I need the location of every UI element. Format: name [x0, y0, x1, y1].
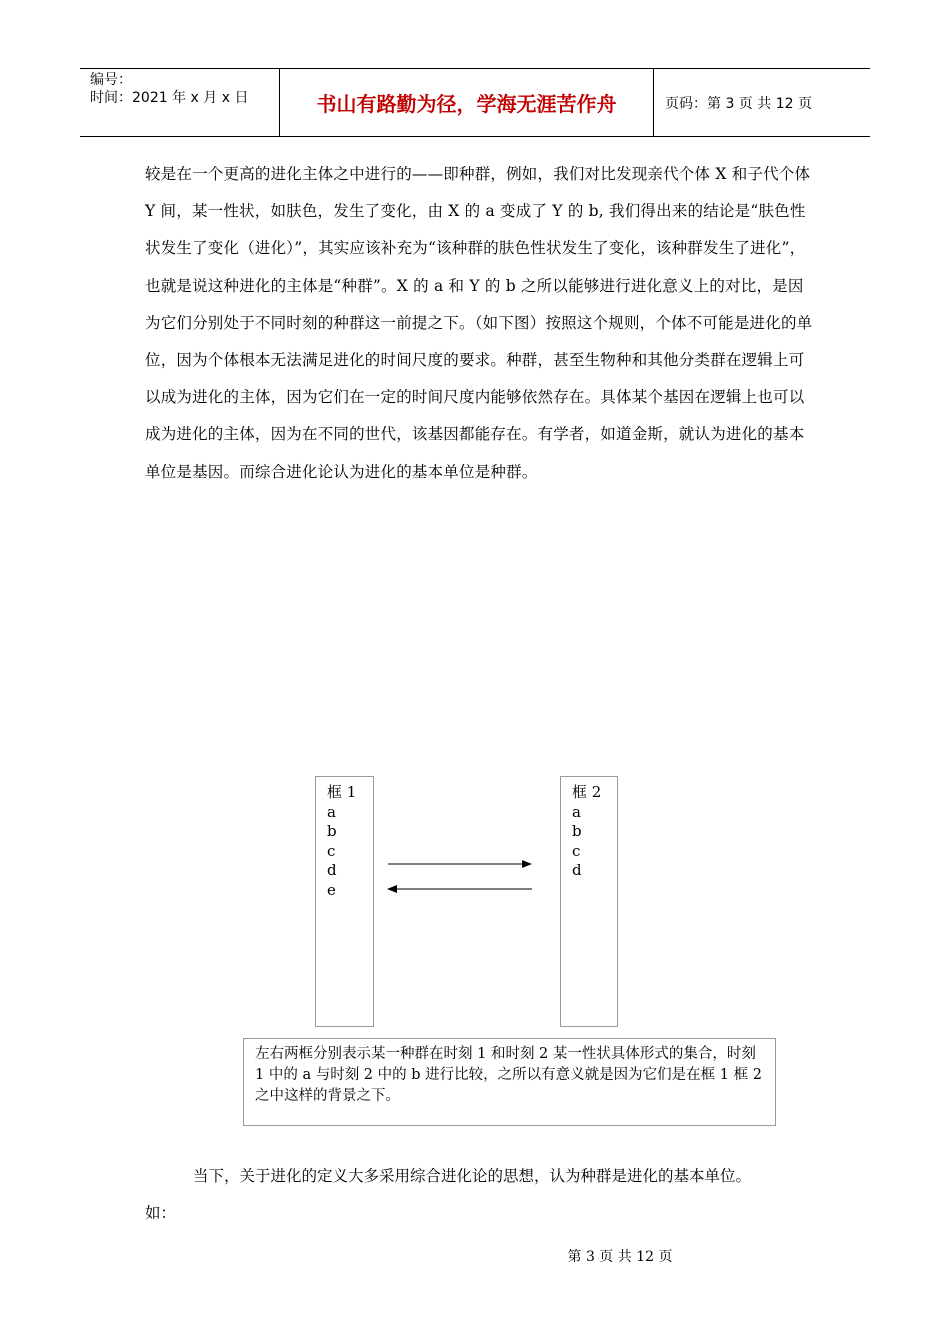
closing-line-2: 如： — [145, 1204, 177, 1222]
header-page-number: 页码：第 3 页 共 12 页 — [665, 95, 812, 112]
right-arrow-icon — [388, 860, 532, 868]
diagram-caption: 左右两框分别表示某一种群在时刻 1 和时刻 2 某一性状具体形式的集合，时刻 1 中的 a 与时刻 2 中的 b 进行比较，之所以有意义就是因为它们是在框 1 框 2 之中这样的背景之下。 — [243, 1038, 776, 1126]
box-1 — [315, 776, 374, 1027]
box-1-item: e — [327, 880, 336, 899]
closing-paragraph — [145, 1158, 815, 1232]
box-2-item: a — [572, 802, 581, 821]
box-1-title: 框 1 — [327, 783, 357, 801]
box-2 — [560, 776, 618, 1027]
closing-line-1: 当下，关于进化的定义大多采用综合进化论的思想，认为种群是进化的基本单位。 — [193, 1167, 752, 1185]
box-1-item: a — [327, 802, 336, 821]
main-paragraph: 较是在一个更高的进化主体之中进行的——即种群，例如，我们对比发现亲代个体 X 和子代个体 Y 间，某一性状，如肤色，发生了变化，由 X 的 a 变成了 Y 的 b, 我们得出来的结论是“肤色性状发生了变化（进化）”，其实应该补充为“该种群的肤色性状发生了变化，该种群发生了进化”，也就是说这种进化的主体是“种群”。X 的 a 和 Y 的 b 之所以能够进行进化意义上的对比，是因为它们分别处于不同时刻的种群这一前提之下。（如下图）按照这个规则，个体不可能是进化的单位，因为个体根本无法满足进化的时间尺度的要求。种群，甚至生物种和其他分类群在逻辑上可以成为进化的主体，因为它们在一定的时间尺度内能够依然存在。具体某个基因在逻辑上也可以成为进化的主体，因为在不同的世代，该基因都能存在。有学者，如道金斯，就认为进化的基本单位是基因。而综合进化论认为进化的基本单位是种群。 — [145, 165, 813, 481]
date-label: 时间：2021 年 x 月 x 日 — [90, 90, 249, 106]
box-2-item: c — [572, 841, 581, 860]
box-1-item: c — [327, 841, 336, 860]
header-info-cell — [80, 69, 280, 136]
page-footer: 第 3 页 共 12 页 — [567, 1249, 673, 1265]
page-header — [80, 68, 870, 137]
box-1-item: b — [327, 822, 337, 840]
left-arrow-icon — [387, 885, 532, 893]
header-motto: 书山有路勤为径，学海无涯苦作舟 — [280, 69, 654, 136]
main-paragraph-block — [145, 156, 815, 491]
box-2-item: b — [572, 822, 582, 840]
box-2-item: d — [572, 861, 582, 879]
box-2-title: 框 2 — [572, 783, 602, 801]
box-1-item: d — [327, 861, 337, 879]
number-label: 编号： — [90, 72, 132, 88]
arrows-diagram — [380, 850, 540, 900]
